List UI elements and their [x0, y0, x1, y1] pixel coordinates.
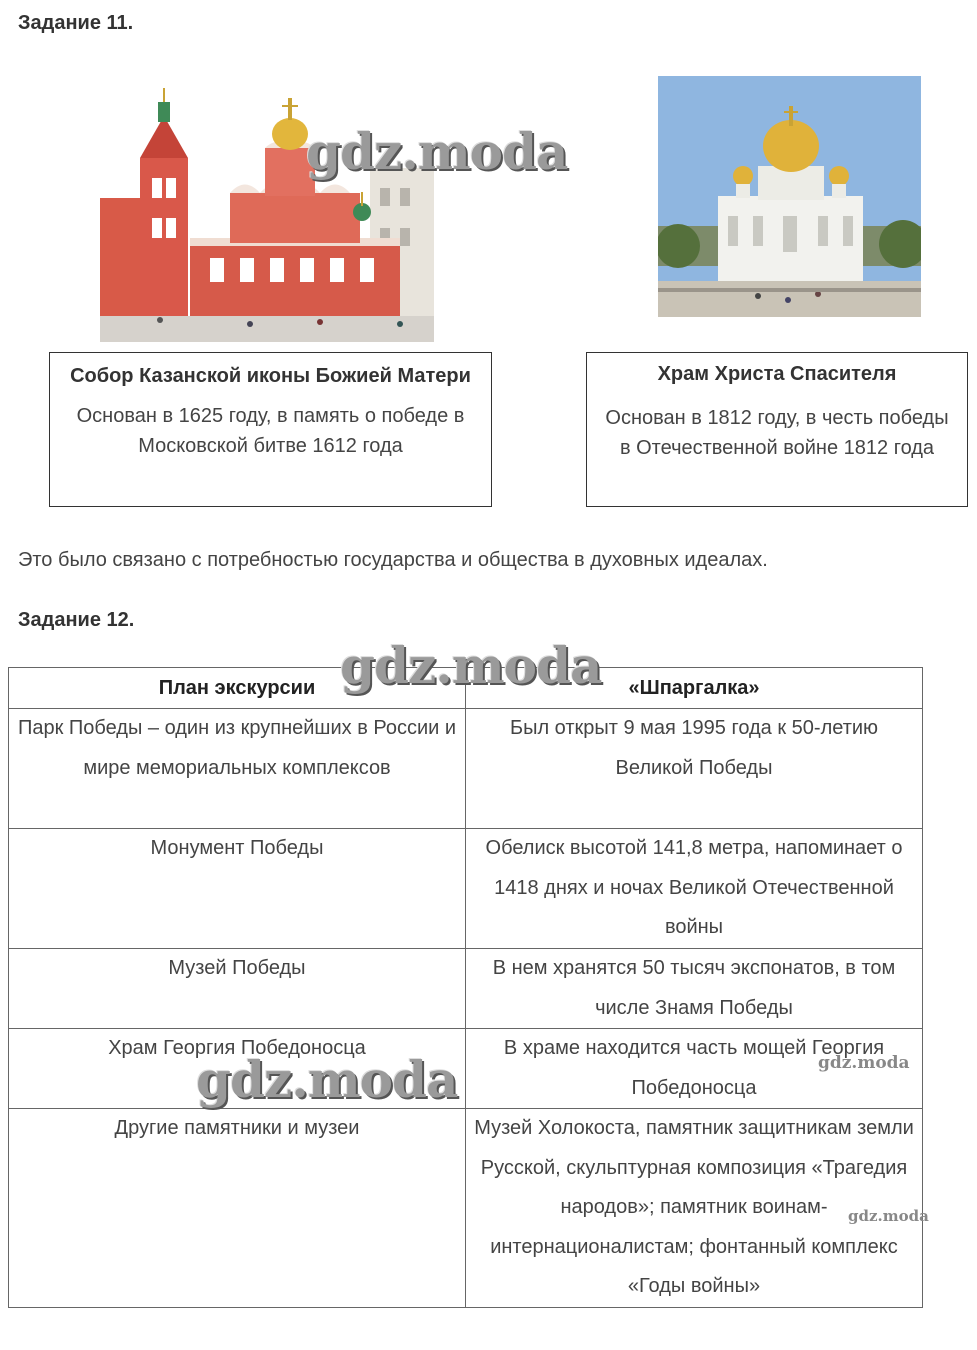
watermark: gdz.moda — [340, 636, 602, 695]
task-11-heading: Задание 11. — [18, 12, 134, 34]
card-title: Храм Христа Спасителя — [657, 363, 897, 385]
table-row — [9, 1029, 923, 1109]
table-cell: Музей Холокоста, памятник защитникам земли Русской, скульптурная композиция «Трагедия народов»; памятник воинам-интернационалистам; фонтанный комплекс «Годы войны» — [466, 1109, 923, 1308]
table-cell: В нем хранятся 50 тысяч экспонатов, в том числе Знамя Победы — [466, 949, 923, 1029]
watermark: gdz.moda — [306, 122, 568, 181]
table-cell: Другие памятники и музеи — [9, 1109, 466, 1308]
christ-saviour-card — [586, 352, 968, 507]
table-cell: Храм Георгия Победоносца — [9, 1029, 466, 1109]
table-cell: Монумент Победы — [9, 829, 466, 949]
column-header: «Шпаргалка» — [466, 668, 923, 709]
table-cell: Обелиск высотой 141,8 метра, напоминает о 1418 днях и ночах Великой Отечественной войны — [466, 829, 923, 949]
column-header: План экскурсии — [9, 668, 466, 709]
table-cell: Был открыт 9 мая 1995 года к 50-летию Великой Победы — [466, 709, 923, 829]
table-cell: В храме находится часть мощей Георгия Победоносца — [466, 1029, 923, 1109]
table-row — [9, 709, 923, 829]
table-row — [9, 949, 923, 1029]
table-cell: Музей Победы — [9, 949, 466, 1029]
table-header-row — [9, 668, 923, 709]
kazan-cathedral-card — [49, 352, 492, 507]
card-text: Основан в 1625 году, в память о победе в Московской битве 1612 года — [76, 405, 465, 457]
excursion-table — [8, 667, 923, 1308]
watermark-small: gdz.moda — [848, 1207, 929, 1225]
card-text: Основан в 1812 году, в честь победы в Отечественной войне 1812 года — [605, 407, 949, 459]
table-row — [9, 1109, 923, 1308]
christ-saviour-photo — [658, 76, 921, 317]
watermark-small: gdz.moda — [818, 1053, 910, 1073]
watermark: gdz.moda — [196, 1050, 458, 1109]
table-row — [9, 829, 923, 949]
task-12-heading: Задание 12. — [18, 609, 135, 631]
kazan-cathedral-photo — [100, 88, 434, 342]
table-cell: Парк Победы – один из крупнейших в России и мире мемориальных комплексов — [9, 709, 466, 829]
card-title: Собор Казанской иконы Божией Матери — [70, 365, 471, 387]
conclusion-paragraph: Это было связано с потребностью государства и общества в духовных идеалах. — [18, 549, 768, 571]
